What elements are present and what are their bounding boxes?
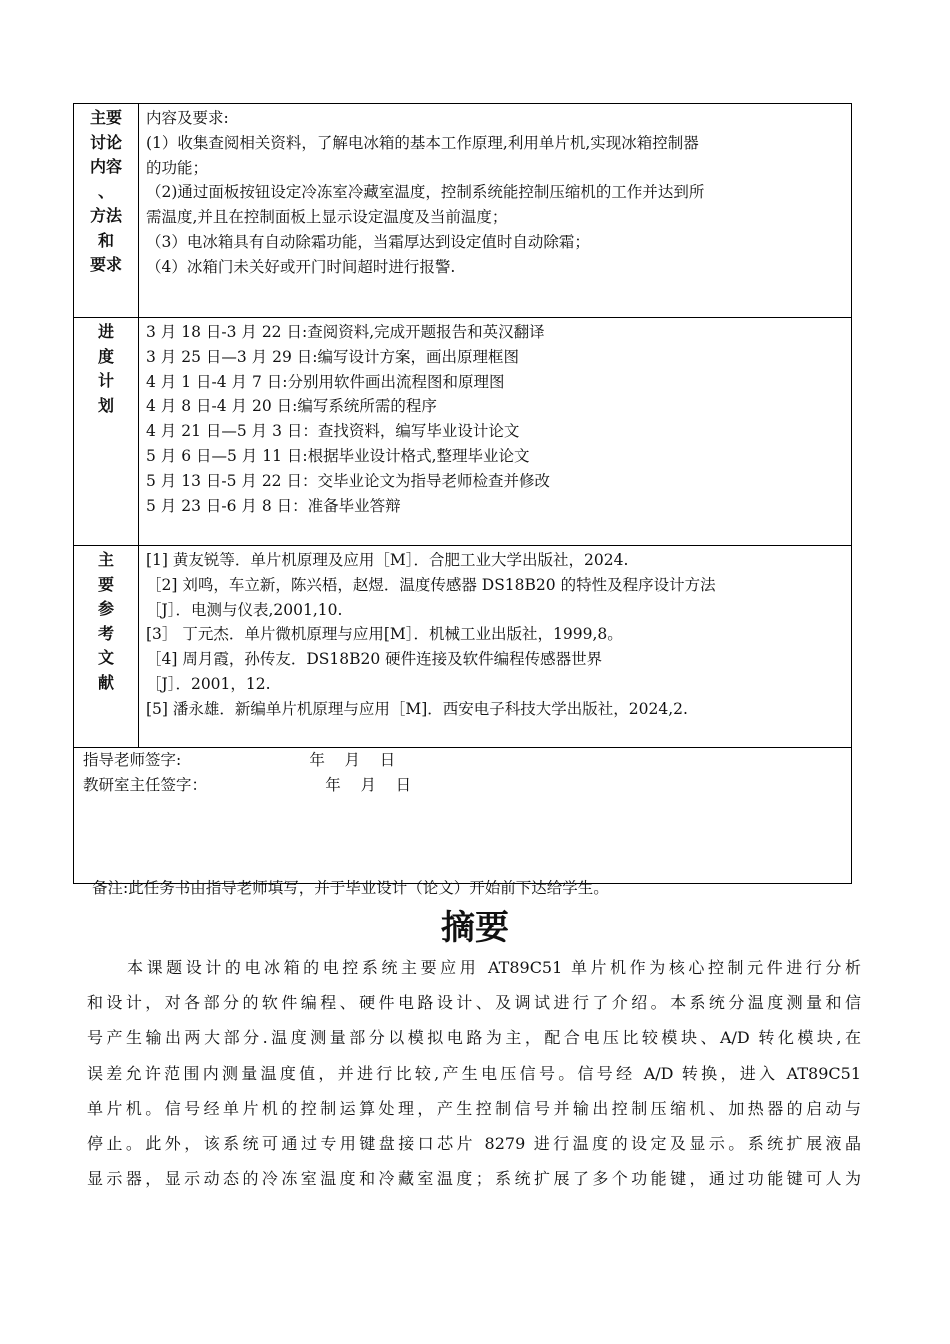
- schedule-line: 3 月 18 日-3 月 22 日:查阅资料,完成开题报告和英汉翻译: [146, 323, 545, 341]
- reference-line: [5] 潘永雄．新编单片机原理与应用［M]．西安电子科技大学出版社，2024,2.: [146, 699, 688, 718]
- requirement-line: （2)通过面板按钮设定冷冻室冷藏室温度，控制系统能控制压缩机的工作并达到所: [146, 183, 705, 202]
- schedule-line: 5 月 6 日—5 月 11 日:根据毕业设计格式,整理毕业论文: [146, 446, 530, 465]
- director-signature-line: 教研室主任签字： 年 月 日: [83, 776, 412, 794]
- table-row-references: [74, 546, 852, 748]
- advisor-signature-line: 指导老师签字: 年 月 日: [83, 751, 396, 769]
- signatures-cell: [74, 748, 852, 884]
- reference-line: [1] 黄友锐等．单片机原理及应用［M］．合肥工业大学出版社，2024.: [146, 551, 629, 569]
- table-row-signatures: [74, 748, 852, 884]
- table-row-schedule: [74, 318, 852, 546]
- schedule-line: 5 月 13 日-5 月 22 日：交毕业论文为指导老师检查并修改: [146, 471, 550, 490]
- task-table: [73, 103, 852, 884]
- remark-note: 备注:此任务书由指导老师填写，并于毕业设计（论文）开始前下达给学生。: [92, 879, 609, 897]
- schedule-line: 5 月 23 日-6 月 8 日：准备毕业答辩: [146, 496, 401, 515]
- requirements-content: [139, 104, 852, 318]
- abstract-line: 和设计，对各部分的软件编程、硬件电路设计、及调试进行了介绍。本系统分温度测量和信: [87, 993, 861, 1013]
- abstract-line: 显示器，显示动态的冷冻室温度和冷藏室温度；系统扩展了多个功能键，通过功能键可人为: [87, 1169, 861, 1189]
- abstract-line: 号产生输出两大部分.温度测量部分以模拟电路为主，配合电压比较模块、A/D 转化模块,在: [87, 1028, 861, 1048]
- requirements-label: 主要 讨论 内容 、 方法 和 要求: [74, 104, 139, 318]
- reference-line: ［2] 刘鸣，车立新，陈兴梧，赵煜．温度传感器 DS18B20 的特性及程序设计方法: [146, 575, 716, 594]
- abstract-title: 摘要: [441, 908, 509, 948]
- requirement-line: （4）冰箱门未关好或开门时间超时进行报警.: [146, 257, 456, 276]
- requirement-line: （3）电冰箱具有自动除霜功能，当霜厚达到设定值时自动除霜；: [146, 232, 590, 251]
- requirement-line: 的功能；: [146, 158, 209, 177]
- table-row-requirements: [74, 104, 852, 318]
- reference-line: ［4] 周月霞，孙传友．DS18B20 硬件连接及软件编程传感器世界: [146, 650, 603, 669]
- references-content: [139, 546, 852, 748]
- reference-line: [3］ 丁元杰．单片微机原理与应用[M］．机械工业出版社，1999,8。: [146, 625, 623, 644]
- abstract-line: 停止。此外，该系统可通过专用键盘接口芯片 8279 进行温度的设定及显示。系统扩展液晶: [87, 1134, 861, 1154]
- schedule-line: 4 月 8 日-4 月 20 日:编写系统所需的程序: [146, 397, 437, 416]
- references-label: 主 要 参 考 文 献: [74, 546, 139, 748]
- schedule-label: 进 度 计 划: [74, 318, 139, 546]
- requirement-line: 内容及要求:: [146, 109, 229, 127]
- reference-line: ［J］．电测与仪表,2001,10.: [146, 600, 343, 619]
- reference-line: ［J］．2001，12.: [146, 674, 271, 693]
- requirement-line: 需温度,并且在控制面板上显示设定温度及当前温度；: [146, 208, 508, 227]
- abstract-line: 本课题设计的电冰箱的电控系统主要应用 AT89C51 单片机作为核心控制元件进行分析: [127, 958, 861, 977]
- abstract-line: 误差允许范围内测量温度值，并进行比较,产生电压信号。信号经 A/D 转换，进入 AT89C51: [87, 1063, 861, 1083]
- schedule-content: [139, 318, 852, 546]
- requirement-line: (1）收集查阅相关资料，了解电冰箱的基本工作原理,利用单片机,实现冰箱控制器: [146, 133, 699, 152]
- schedule-line: 3 月 25 日—3 月 29 日:编写设计方案，画出原理框图: [146, 347, 519, 366]
- schedule-line: 4 月 1 日-4 月 7 日:分别用软件画出流程图和原理图: [146, 372, 505, 391]
- schedule-line: 4 月 21 日—5 月 3 日：查找资料，编写毕业设计论文: [146, 422, 520, 441]
- abstract-body: [87, 950, 861, 1196]
- abstract-line: 单片机。信号经单片机的控制运算处理，产生控制信号并输出控制压缩机、加热器的启动与: [87, 1098, 861, 1118]
